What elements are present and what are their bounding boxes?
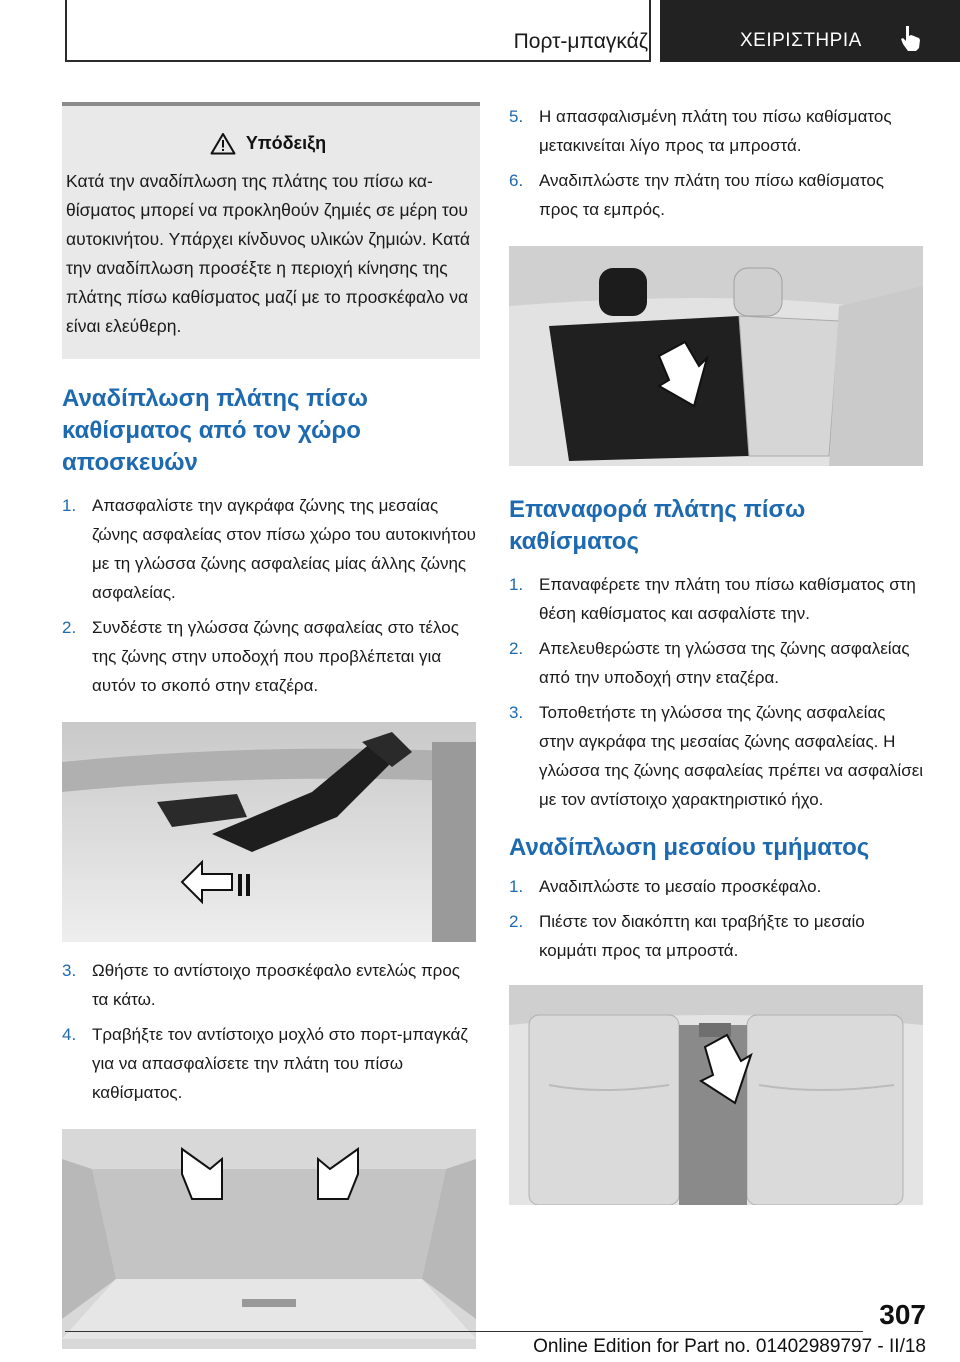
figure-luggage-shelf-belt [62, 722, 476, 942]
list-item: 6. Αναδιπλώστε την πλάτη του πίσω καθίσματος προς τα εμπρός. [509, 171, 884, 219]
chapter-tab [660, 0, 960, 62]
figure-trunk-levers [62, 1129, 476, 1349]
steps-list-a [62, 491, 478, 700]
list-item: 4. Τραβήξτε τον αντίστοιχο μοχλό στο πορτ-μπαγκάζ για να απασφαλίσετε την πλάτη του πίσω καθίσματος. [62, 1025, 468, 1102]
section-title-restore-seatback: Επαναφορά πλάτης πίσω καθίσματος [509, 496, 806, 555]
warning-heading [66, 132, 470, 155]
list-item: 2. Πιέστε τον διακόπτη και τραβήξτε το μεσαίο κομμάτι προς τα μπροστά. [509, 912, 865, 960]
list-item: 1. Αναδιπλώστε το μεσαίο προσκέφαλο. [509, 877, 822, 896]
list-item: 1. Επαναφέρετε την πλάτη του πίσω καθίσματος στη θέση καθίσματος και ασφαλίστε την. [509, 575, 916, 623]
list-item: 2. Απελευθερώστε τη γλώσσα της ζώνης ασφαλείας από την υποδοχή στην εταζέρα. [509, 639, 910, 687]
steps-list-restore [509, 570, 925, 814]
list-item: 1. Απασφαλίστε την αγκράφα ζώνης της μεσαίας ζώνης ασφαλείας στον πίσω χώρο του αυτοκινήτου με τη γλώσσα ζώνης ασφαλείας μίας άλλης ζώνης ασφαλείας. [62, 496, 476, 602]
warning-text: Κατά την αναδίπλωση της πλάτης του πίσω καθίσματος μπορεί να προκληθούν ζημιές σε μέρη του αυτοκινήτου. Υπάρχει κίνδυνος υλικών ζημιών. Κατά την αναδίπλωση προσέξτε η περιοχή κίνησης της πλάτης πίσω καθίσματος μαζί με το προσκέφαλο να είναι ελεύθερη. [66, 171, 470, 336]
right-column [509, 102, 925, 1205]
list-item: 5. Η απασφαλισμένη πλάτη του πίσω καθίσματος μετακινείται λίγο προς τα μπροστά. [509, 107, 892, 155]
list-item: 2. Συνδέστε τη γλώσσα ζώνης ασφαλείας στο τέλος της ζώνης στην υποδοχή που προβλέπεται για αυτόν το σκοπό στην εταζέρα. [62, 618, 459, 695]
steps-list-middle [509, 872, 925, 965]
page-number: 307 [879, 1299, 926, 1330]
figure-middle-section [509, 985, 923, 1205]
section-title-fold-from-trunk: Αναδίπλωση πλάτης πίσω καθίσματος από τον χώρο αποσκευών [62, 385, 368, 476]
illustration-shelf [62, 722, 476, 942]
left-column [62, 102, 478, 1349]
hand-pointer-icon [898, 24, 924, 52]
illustration-seatback [509, 246, 923, 466]
steps-list-b [62, 956, 478, 1107]
header-section-title: Πορτ-μπαγκάζ [513, 30, 648, 53]
steps-list-c [509, 102, 925, 224]
illustration-middle-seat [509, 985, 923, 1205]
illustration-trunk [62, 1129, 476, 1349]
chapter-title: ΧΕΙΡΙΣΤΗΡΙΑ [740, 30, 862, 51]
list-item: 3. Ωθήστε το αντίστοιχο προσκέφαλο εντελώς προς τα κάτω. [62, 961, 460, 1009]
footer-divider [65, 1331, 863, 1332]
figure-seatback-fold [509, 246, 923, 466]
section-title-fold-middle: Αναδίπλωση μεσαίου τμήματος [509, 834, 870, 861]
footer-edition-text: Online Edition for Part no. 01402989797 - II/18 [533, 1336, 926, 1357]
warning-title: Υπόδειξη [245, 133, 327, 153]
warning-triangle-icon [210, 132, 236, 155]
list-item: 3. Τοποθετήστε τη γλώσσα της ζώνης ασφαλείας στην αγκράφα της μεσαίας ζώνης ασφαλείας. Η γλώσσα της ζώνης ασφαλείας πρέπει να ασφαλίσει με τον αντίστοιχο χαρακτηριστικό ήχο. [509, 703, 924, 809]
warning-box [62, 102, 480, 359]
